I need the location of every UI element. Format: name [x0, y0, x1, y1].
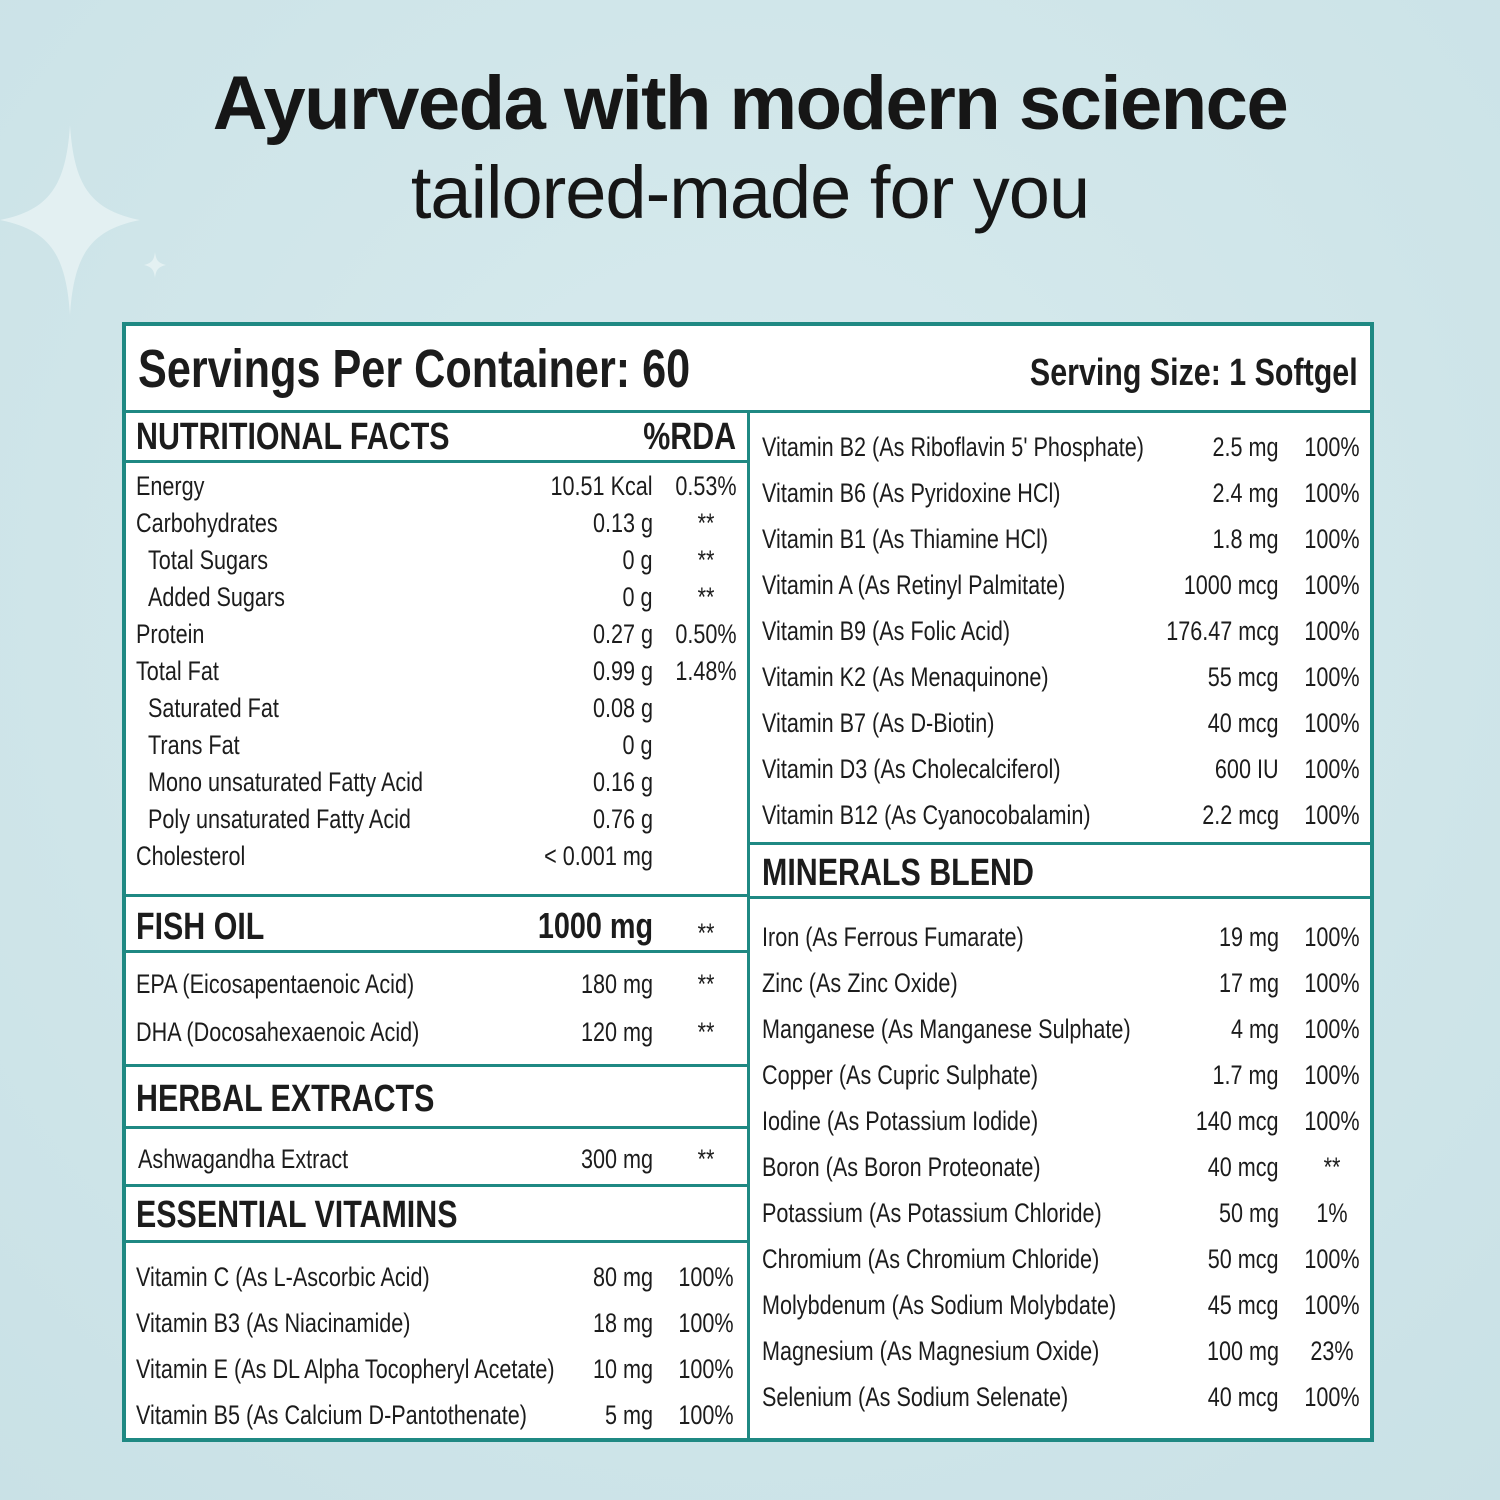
- divider: [126, 1184, 747, 1187]
- row-name: Vitamin A (As Retinyl Palmitate): [762, 570, 1066, 600]
- row-amount: 2.4 mg: [1212, 478, 1279, 508]
- row-rda: 100%: [1304, 616, 1360, 646]
- row-amount: 4 mg: [1230, 1014, 1279, 1044]
- herbal-heading: HERBAL EXTRACTS: [136, 1078, 435, 1120]
- row-amount: 0.76 g: [592, 804, 653, 834]
- row-name: Cholesterol: [136, 841, 246, 871]
- divider: [126, 1240, 747, 1243]
- row-rda: 100%: [1304, 1060, 1360, 1090]
- row-amount: 19 mg: [1218, 922, 1279, 952]
- row-amount: 0.99 g: [592, 656, 653, 686]
- row-name: Carbohydrates: [136, 508, 278, 538]
- row-name: Total Fat: [136, 656, 219, 686]
- row-amount: 0.08 g: [592, 693, 653, 723]
- row-name: Boron (As Boron Proteonate): [762, 1152, 1041, 1182]
- nutrition-heading: NUTRITIONAL FACTS: [136, 416, 450, 458]
- row-name: Protein: [136, 619, 205, 649]
- row-amount: 600 IU: [1215, 754, 1279, 784]
- row-amount: 40 mcg: [1208, 708, 1279, 738]
- row-amount: 1.8 mg: [1212, 524, 1279, 554]
- row-amount: 0.27 g: [592, 619, 653, 649]
- row-rda: 1%: [1316, 1198, 1348, 1228]
- row-rda: 100%: [1304, 708, 1360, 738]
- row-name: Vitamin B2 (As Riboflavin 5' Phosphate): [762, 432, 1144, 462]
- rda-heading: %RDA: [643, 416, 736, 458]
- row-rda: 0.53%: [675, 471, 737, 501]
- divider: [126, 460, 747, 463]
- row-rda: 100%: [1304, 1382, 1360, 1412]
- row-rda: **: [697, 545, 715, 575]
- row-rda: **: [1323, 1152, 1341, 1182]
- row-amount: 40 mcg: [1208, 1382, 1279, 1412]
- row-amount: 80 mg: [592, 1262, 653, 1292]
- row-rda: **: [697, 582, 715, 612]
- row-rda: **: [697, 969, 715, 999]
- row-rda: 100%: [1304, 922, 1360, 952]
- row-amount: 18 mg: [592, 1308, 653, 1338]
- row-rda: 100%: [678, 1262, 734, 1292]
- row-rda: 0.50%: [675, 619, 737, 649]
- row-amount: 100 mg: [1206, 1336, 1279, 1366]
- row-name: Added Sugars: [148, 582, 285, 612]
- row-amount: 120 mg: [580, 1017, 653, 1047]
- row-name: Vitamin K2 (As Menaquinone): [762, 662, 1049, 692]
- row-name: Vitamin B5 (As Calcium D-Pantothenate): [136, 1400, 527, 1430]
- headline: Ayurveda with modern science: [212, 61, 1288, 146]
- row-name: Vitamin B6 (As Pyridoxine HCl): [762, 478, 1061, 508]
- row-name: Vitamin B12 (As Cyanocobalamin): [762, 800, 1091, 830]
- row-amount: 50 mg: [1218, 1198, 1279, 1228]
- row-amount: 300 mg: [580, 1144, 653, 1174]
- row-name: Trans Fat: [148, 730, 240, 760]
- row-amount: 55 mcg: [1208, 662, 1279, 692]
- row-rda: 100%: [1304, 754, 1360, 784]
- row-rda: 100%: [1304, 478, 1360, 508]
- row-rda: 100%: [1304, 524, 1360, 554]
- divider: [126, 1126, 747, 1129]
- row-name: Energy: [136, 471, 205, 501]
- servings-per-container: Servings Per Container: 60: [138, 339, 691, 399]
- row-rda: 100%: [1304, 800, 1360, 830]
- fish-oil-rda: **: [697, 918, 715, 948]
- serving-size: Serving Size: 1 Softgel: [1030, 352, 1358, 394]
- row-name: Saturated Fat: [148, 693, 279, 723]
- row-amount: 45 mcg: [1208, 1290, 1279, 1320]
- row-amount: 2.5 mg: [1212, 432, 1279, 462]
- row-name: Vitamin B3 (As Niacinamide): [136, 1308, 411, 1338]
- row-name: Iodine (As Potassium Iodide): [762, 1106, 1039, 1136]
- row-name: Total Sugars: [148, 545, 269, 575]
- row-amount: 5 mg: [604, 1400, 653, 1430]
- row-amount: 0 g: [622, 545, 653, 575]
- row-amount: 10.51 Kcal: [550, 471, 653, 501]
- minerals-heading: MINERALS BLEND: [762, 852, 1034, 894]
- row-rda: 100%: [1304, 968, 1360, 998]
- row-rda: 100%: [678, 1354, 734, 1384]
- divider: [750, 842, 1370, 845]
- fish-oil-heading: FISH OIL: [136, 906, 265, 948]
- divider: [126, 1064, 747, 1067]
- row-name: Selenium (As Sodium Selenate): [762, 1382, 1069, 1412]
- divider: [126, 950, 747, 953]
- row-rda: 23%: [1310, 1336, 1354, 1366]
- row-name: Copper (As Cupric Sulphate): [762, 1060, 1039, 1090]
- row-rda: 100%: [1304, 432, 1360, 462]
- row-rda: 1.48%: [675, 656, 737, 686]
- row-name: DHA (Docosahexaenoic Acid): [136, 1017, 420, 1047]
- row-amount: 176.47 mcg: [1166, 616, 1279, 646]
- divider: [126, 894, 747, 897]
- row-rda: 100%: [678, 1308, 734, 1338]
- row-rda: 100%: [678, 1400, 734, 1430]
- row-rda: 100%: [1304, 1014, 1360, 1044]
- row-rda: **: [697, 1017, 715, 1047]
- row-name: Poly unsaturated Fatty Acid: [148, 804, 411, 834]
- row-name: Chromium (As Chromium Chloride): [762, 1244, 1100, 1274]
- row-amount: 1000 mcg: [1184, 570, 1279, 600]
- row-rda: **: [697, 1144, 715, 1174]
- row-amount: 0.16 g: [592, 767, 653, 797]
- row-name: Molybdenum (As Sodium Molybdate): [762, 1290, 1117, 1320]
- row-rda: 100%: [1304, 570, 1360, 600]
- row-name: Potassium (As Potassium Chloride): [762, 1198, 1102, 1228]
- row-rda: **: [697, 508, 715, 538]
- row-rda: 100%: [1304, 1290, 1360, 1320]
- row-amount: 140 mcg: [1196, 1106, 1279, 1136]
- row-amount: 0 g: [622, 730, 653, 760]
- row-rda: 100%: [1304, 1244, 1360, 1274]
- row-amount: 2.2 mcg: [1202, 800, 1279, 830]
- row-amount: < 0.001 mg: [544, 841, 653, 871]
- row-name: Magnesium (As Magnesium Oxide): [762, 1336, 1100, 1366]
- row-name: Mono unsaturated Fatty Acid: [148, 767, 423, 797]
- row-amount: 50 mcg: [1208, 1244, 1279, 1274]
- row-name: Vitamin B1 (As Thiamine HCl): [762, 524, 1049, 554]
- vitamins-heading: ESSENTIAL VITAMINS: [136, 1194, 458, 1236]
- row-amount: 1.7 mg: [1212, 1060, 1279, 1090]
- row-rda: 100%: [1304, 662, 1360, 692]
- row-name: Vitamin B7 (As D-Biotin): [762, 708, 995, 738]
- row-name: Ashwagandha Extract: [138, 1144, 349, 1174]
- fish-oil-amount: 1000 mg: [537, 905, 653, 946]
- column-divider: [747, 410, 750, 1438]
- row-name: EPA (Eicosapentaenoic Acid): [136, 969, 415, 999]
- divider: [750, 896, 1370, 899]
- row-name: Vitamin D3 (As Cholecalciferol): [762, 754, 1061, 784]
- row-amount: 0 g: [622, 582, 653, 612]
- small-sparkle-icon: [144, 252, 166, 278]
- row-rda: 100%: [1304, 1106, 1360, 1136]
- row-name: Vitamin B9 (As Folic Acid): [762, 616, 1011, 646]
- supplement-facts-panel: [122, 322, 1374, 1442]
- row-name: Iron (As Ferrous Fumarate): [762, 922, 1024, 952]
- subheadline: tailored-made for you: [410, 151, 1090, 234]
- row-amount: 10 mg: [592, 1354, 653, 1384]
- row-name: Vitamin C (As L-Ascorbic Acid): [136, 1262, 430, 1292]
- row-name: Manganese (As Manganese Sulphate): [762, 1014, 1131, 1044]
- row-amount: 180 mg: [580, 969, 653, 999]
- row-name: Zinc (As Zinc Oxide): [762, 968, 958, 998]
- row-amount: 40 mcg: [1208, 1152, 1279, 1182]
- row-name: Vitamin E (As DL Alpha Tocopheryl Acetate): [136, 1354, 555, 1384]
- row-amount: 0.13 g: [592, 508, 653, 538]
- row-amount: 17 mg: [1218, 968, 1279, 998]
